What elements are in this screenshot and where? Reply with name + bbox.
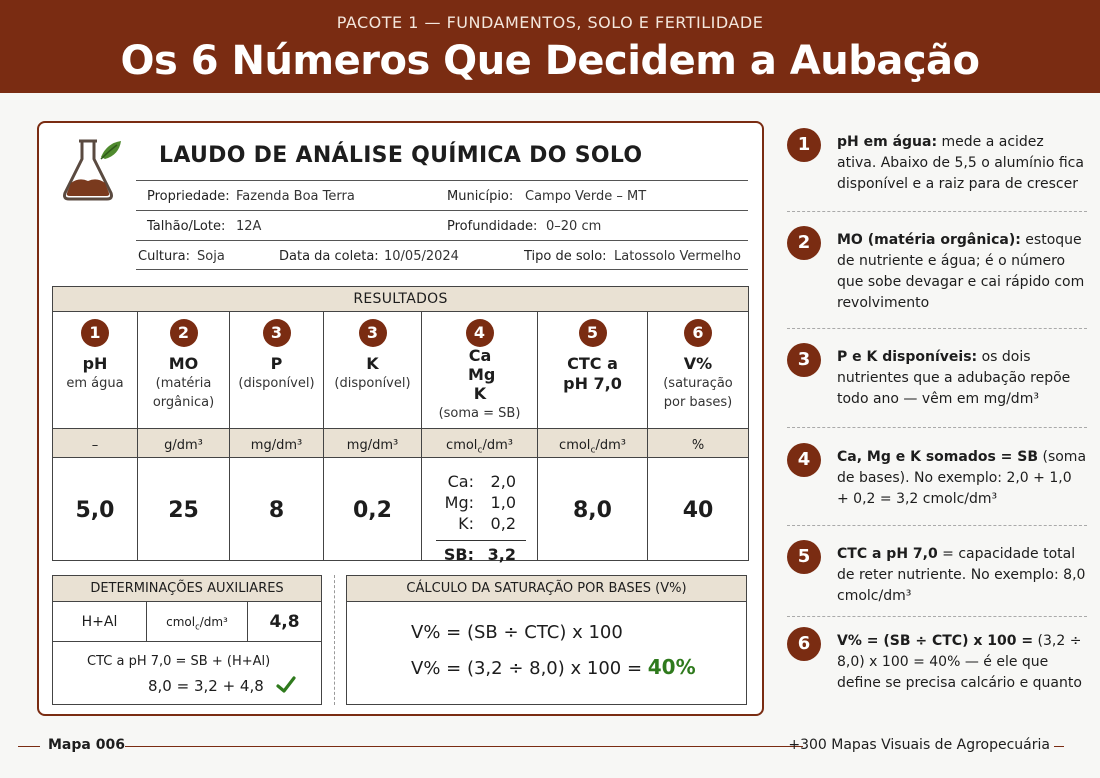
col-sub: (disponível) bbox=[238, 376, 315, 391]
meta-row-3 bbox=[136, 240, 748, 270]
number-badge: 6 bbox=[787, 627, 821, 661]
property-label: Propriedade: bbox=[147, 189, 230, 204]
sb-row-mg: Mg: 1,0 bbox=[444, 493, 516, 512]
col-value: 5,0 bbox=[75, 498, 115, 523]
soil-type-label: Tipo de solo: bbox=[524, 249, 607, 264]
number-badge: 4 bbox=[466, 319, 494, 347]
number-badge: 1 bbox=[787, 128, 821, 162]
date-label: Data da coleta: bbox=[279, 249, 379, 264]
col-value: 40 bbox=[682, 498, 714, 523]
depth-value: 0–20 cm bbox=[546, 219, 602, 234]
aux-header: DETERMINAÇÕES AUXILIARES bbox=[53, 576, 321, 602]
depth-label: Profundidade: bbox=[447, 219, 538, 234]
number-badge: 5 bbox=[579, 319, 607, 347]
divider bbox=[787, 211, 1087, 212]
col-sub: (soma = SB) bbox=[438, 406, 521, 421]
col-ctc bbox=[538, 312, 648, 560]
city-value: Campo Verde – MT bbox=[525, 189, 647, 204]
aux-name: H+Al bbox=[53, 602, 147, 642]
footer-map-number: Mapa 006 bbox=[48, 737, 125, 753]
col-name: pH bbox=[82, 354, 108, 373]
footer-brand: +300 Mapas Visuais de Agropecuária bbox=[788, 737, 1050, 753]
footer-rule bbox=[125, 746, 803, 747]
number-badge: 2 bbox=[170, 319, 198, 347]
col-unit: mg/dm³ bbox=[346, 438, 399, 453]
results-header: RESULTADOS bbox=[53, 287, 748, 312]
calc-formula: V% = (SB ÷ CTC) x 100 bbox=[411, 622, 623, 643]
col-unit: cmol$_c$/dm³ bbox=[446, 438, 513, 456]
col-value: 8,0 bbox=[573, 498, 612, 523]
flask-with-soil-and-leaf-icon bbox=[55, 133, 127, 205]
divider bbox=[787, 427, 1087, 428]
date-value: 10/05/2024 bbox=[384, 249, 459, 264]
number-badge: 5 bbox=[787, 540, 821, 574]
aux-formula: CTC a pH 7,0 = SB + (H+Al) bbox=[87, 654, 271, 669]
col-sub: (matéria orgânica) bbox=[152, 376, 215, 410]
divider bbox=[787, 616, 1087, 617]
col-name: P bbox=[270, 354, 283, 373]
report-title: LAUDO DE ANÁLISE QUÍMICA DO SOLO bbox=[159, 143, 643, 168]
col-name: K bbox=[366, 354, 379, 373]
col-sub: (saturação por bases) bbox=[663, 376, 733, 410]
crop-value: Soja bbox=[197, 249, 225, 264]
explanation-text: CTC a pH 7,0 = capacidade total de reter nutriente. No exemplo: 8,0 cmolc/dm³ bbox=[837, 546, 1086, 604]
col-value: 8 bbox=[268, 498, 285, 523]
number-badge: 1 bbox=[81, 319, 109, 347]
sb-row-ca: Ca: 2,0 bbox=[447, 472, 516, 491]
meta-row-2 bbox=[136, 210, 748, 240]
col-k bbox=[324, 312, 422, 560]
col-sub: em água bbox=[66, 376, 124, 391]
dashed-divider bbox=[334, 575, 335, 705]
col-ph bbox=[53, 312, 138, 560]
calc-header: CÁLCULO DA SATURAÇÃO POR BASES (V%) bbox=[347, 576, 746, 602]
explanation-text: P e K disponíveis: os dois nutrientes que a adubação repõe todo ano — vêm em mg/dm³ bbox=[837, 349, 1071, 407]
divider bbox=[787, 525, 1087, 526]
sb-row-total: SB: 3,2 bbox=[436, 540, 526, 568]
number-badge: 4 bbox=[787, 443, 821, 477]
crop-label: Cultura: bbox=[138, 249, 190, 264]
aux-result: 8,0 = 3,2 + 4,8 bbox=[148, 677, 264, 695]
number-badge: 2 bbox=[787, 226, 821, 260]
sb-row-k: K: 0,2 bbox=[458, 514, 516, 533]
plot-value: 12A bbox=[236, 219, 262, 234]
banner-kicker: PACOTE 1 — FUNDAMENTOS, SOLO E FERTILIDADE bbox=[336, 13, 764, 32]
calc-worked-text: V% = (3,2 ÷ 8,0) x 100 = bbox=[411, 658, 643, 679]
col-mo bbox=[138, 312, 230, 560]
col-value: 0,2 bbox=[353, 498, 392, 523]
meta-row-1 bbox=[136, 180, 748, 210]
base-saturation-calc bbox=[346, 575, 747, 705]
calc-worked bbox=[411, 655, 696, 679]
city-label: Município: bbox=[447, 189, 514, 204]
col-name: Ca Mg K bbox=[468, 346, 496, 403]
aux-determinations bbox=[52, 575, 322, 705]
soil-type-value: Latossolo Vermelho bbox=[614, 249, 741, 264]
col-unit: g/dm³ bbox=[164, 438, 203, 453]
aux-unit: cmol$_c$/dm³ bbox=[147, 602, 248, 642]
page-title: Os 6 Números Que Decidem a Aubação bbox=[120, 38, 980, 84]
col-unit: cmol$_c$/dm³ bbox=[559, 438, 626, 456]
col-v bbox=[648, 312, 748, 560]
col-ca-mg-k bbox=[422, 312, 538, 564]
col-value: 25 bbox=[168, 498, 199, 523]
explanation-text: V% = (SB ÷ CTC) x 100 = (3,2 ÷ 8,0) x 100 = 40% — é ele que define se precisa calcário e quanto bbox=[837, 633, 1082, 691]
col-name: CTC a pH 7,0 bbox=[563, 354, 622, 393]
aux-row bbox=[53, 602, 321, 642]
footer-rule-left bbox=[18, 746, 40, 747]
number-badge: 3 bbox=[787, 343, 821, 377]
calc-result: 40% bbox=[647, 655, 696, 679]
aux-value: 4,8 bbox=[269, 612, 300, 632]
col-p bbox=[230, 312, 324, 560]
col-name: MO bbox=[168, 354, 199, 373]
col-unit: mg/dm³ bbox=[250, 438, 303, 453]
number-badge: 3 bbox=[263, 319, 291, 347]
number-badge: 6 bbox=[684, 319, 712, 347]
check-icon bbox=[275, 674, 297, 696]
col-sub: (disponível) bbox=[334, 376, 411, 391]
plot-label: Talhão/Lote: bbox=[147, 219, 226, 234]
col-name: V% bbox=[683, 354, 713, 373]
explanation-text: pH em água: mede a acidez ativa. Abaixo de 5,5 o alumínio fica disponível e a raiz para de crescer bbox=[837, 134, 1084, 192]
property-value: Fazenda Boa Terra bbox=[236, 189, 355, 204]
col-unit: % bbox=[691, 438, 705, 453]
soil-report-card bbox=[37, 121, 764, 716]
title-banner bbox=[0, 0, 1100, 93]
explanation-text: MO (matéria orgânica): estoque de nutriente e água; é o número que sobe devagar e cai rápido com revolvimento bbox=[837, 232, 1085, 311]
explanation-text: Ca, Mg e K somados = SB (soma de bases). No exemplo: 2,0 + 1,0 + 0,2 = 3,2 cmolc/dm³ bbox=[837, 449, 1087, 507]
footer-rule-right bbox=[1054, 746, 1064, 747]
sb-breakdown bbox=[436, 472, 526, 568]
results-table bbox=[52, 286, 749, 564]
number-badge: 3 bbox=[359, 319, 387, 347]
col-unit: – bbox=[91, 438, 99, 453]
divider bbox=[787, 328, 1087, 329]
